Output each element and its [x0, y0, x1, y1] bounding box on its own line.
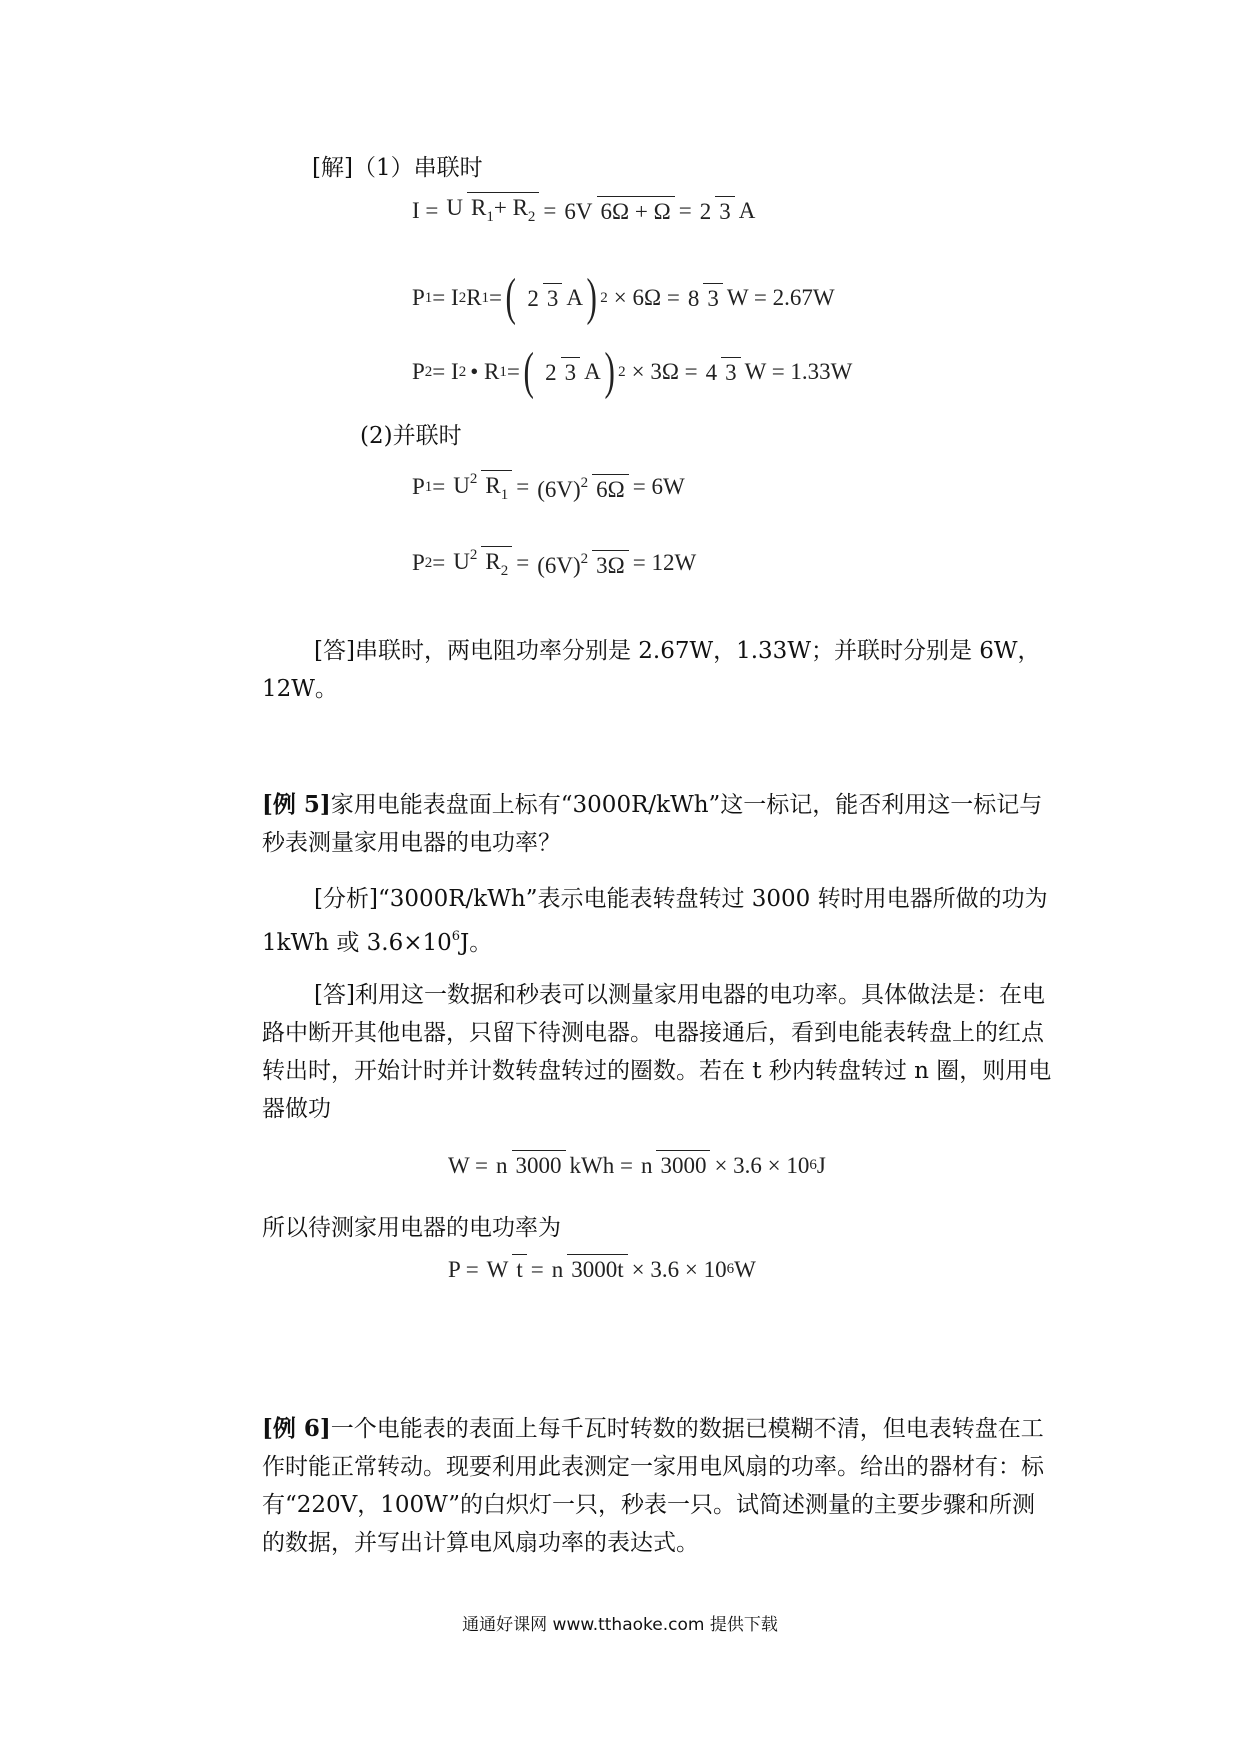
example6-label: [例 6]: [262, 1415, 331, 1442]
formula-series-current: I = U R1+ R2 = 6V 6Ω + Ω = 2 3 A: [412, 192, 755, 230]
example5-so-text: 所以待测家用电器的电功率为: [262, 1215, 561, 1241]
example5-answer: [答]利用这一数据和秒表可以测量家用电器的电功率。具体做法是：在电路中断开其他电器，只留下待测电器。电器接通后，看到电能表转盘上的红点转出时，开始计时并计数转盘转过的圈数。若在 t 秒内转盘转过 n 圈，则用电器做功: [262, 982, 1052, 1122]
formula-parallel-p1: P 1 = U2 R1 = (6V)2 6Ω = 6W: [412, 466, 685, 508]
formula-w: W = n 3000 kWh = n 3000 × 3.6 × 10 6 J: [448, 1150, 826, 1181]
solution-answer: [答]串联时，两电阻功率分别是 2.67W，1.33W；并联时分别是 6W，12W。: [262, 638, 1041, 702]
formula-series-p2: P 2 = I 2 • R 1 = ( 2 3 A ) 2 × 3Ω = 4 3 W = 1.33W: [412, 343, 853, 400]
example5-question: [262, 786, 1052, 862]
example5-analysis: [分析]“3000R/kWh”表示电能表转盘转过 3000 转时用电器所做的功为 1kWh 或 $3.6\times 10^6J$。: [262, 886, 1048, 956]
solution-heading: [解]（1）串联时: [312, 155, 483, 181]
example6-question: [262, 1410, 1052, 1562]
formula-p: P = W t = n 3000t × 3.6 × 10 6 W: [448, 1254, 756, 1285]
formula-series-p1: P 1 = I 2 R 1 = ( 2 3 A ) 2 × 6Ω = 8 3 W = 2.67W: [412, 269, 835, 326]
parallel-heading: (2)并联时: [360, 423, 462, 449]
example6-question-text: 一个电能表的表面上每千瓦时转数的数据已模糊不清，但电表转盘在工作时能正常转动。现要利用此表测定一家用电风扇的功率。给出的器材有：标有“220V，100W”的白炽灯一只，秒表一只。试简述测量的主要步骤和所测的数据，并写出计算电风扇功率的表达式。: [262, 1416, 1044, 1556]
formula-parallel-p2: P 2 = U2 R2 = (6V)2 3Ω = 12W: [412, 542, 696, 584]
page-footer: 通通好课网 www.tthaoke.com 提供下载: [462, 1615, 778, 1635]
example5-label: [例 5]: [262, 791, 331, 818]
example5-question-text: 家用电能表盘面上标有“3000R/kWh”这一标记，能否利用这一标记与秒表测量家用电器的电功率？: [262, 792, 1043, 856]
